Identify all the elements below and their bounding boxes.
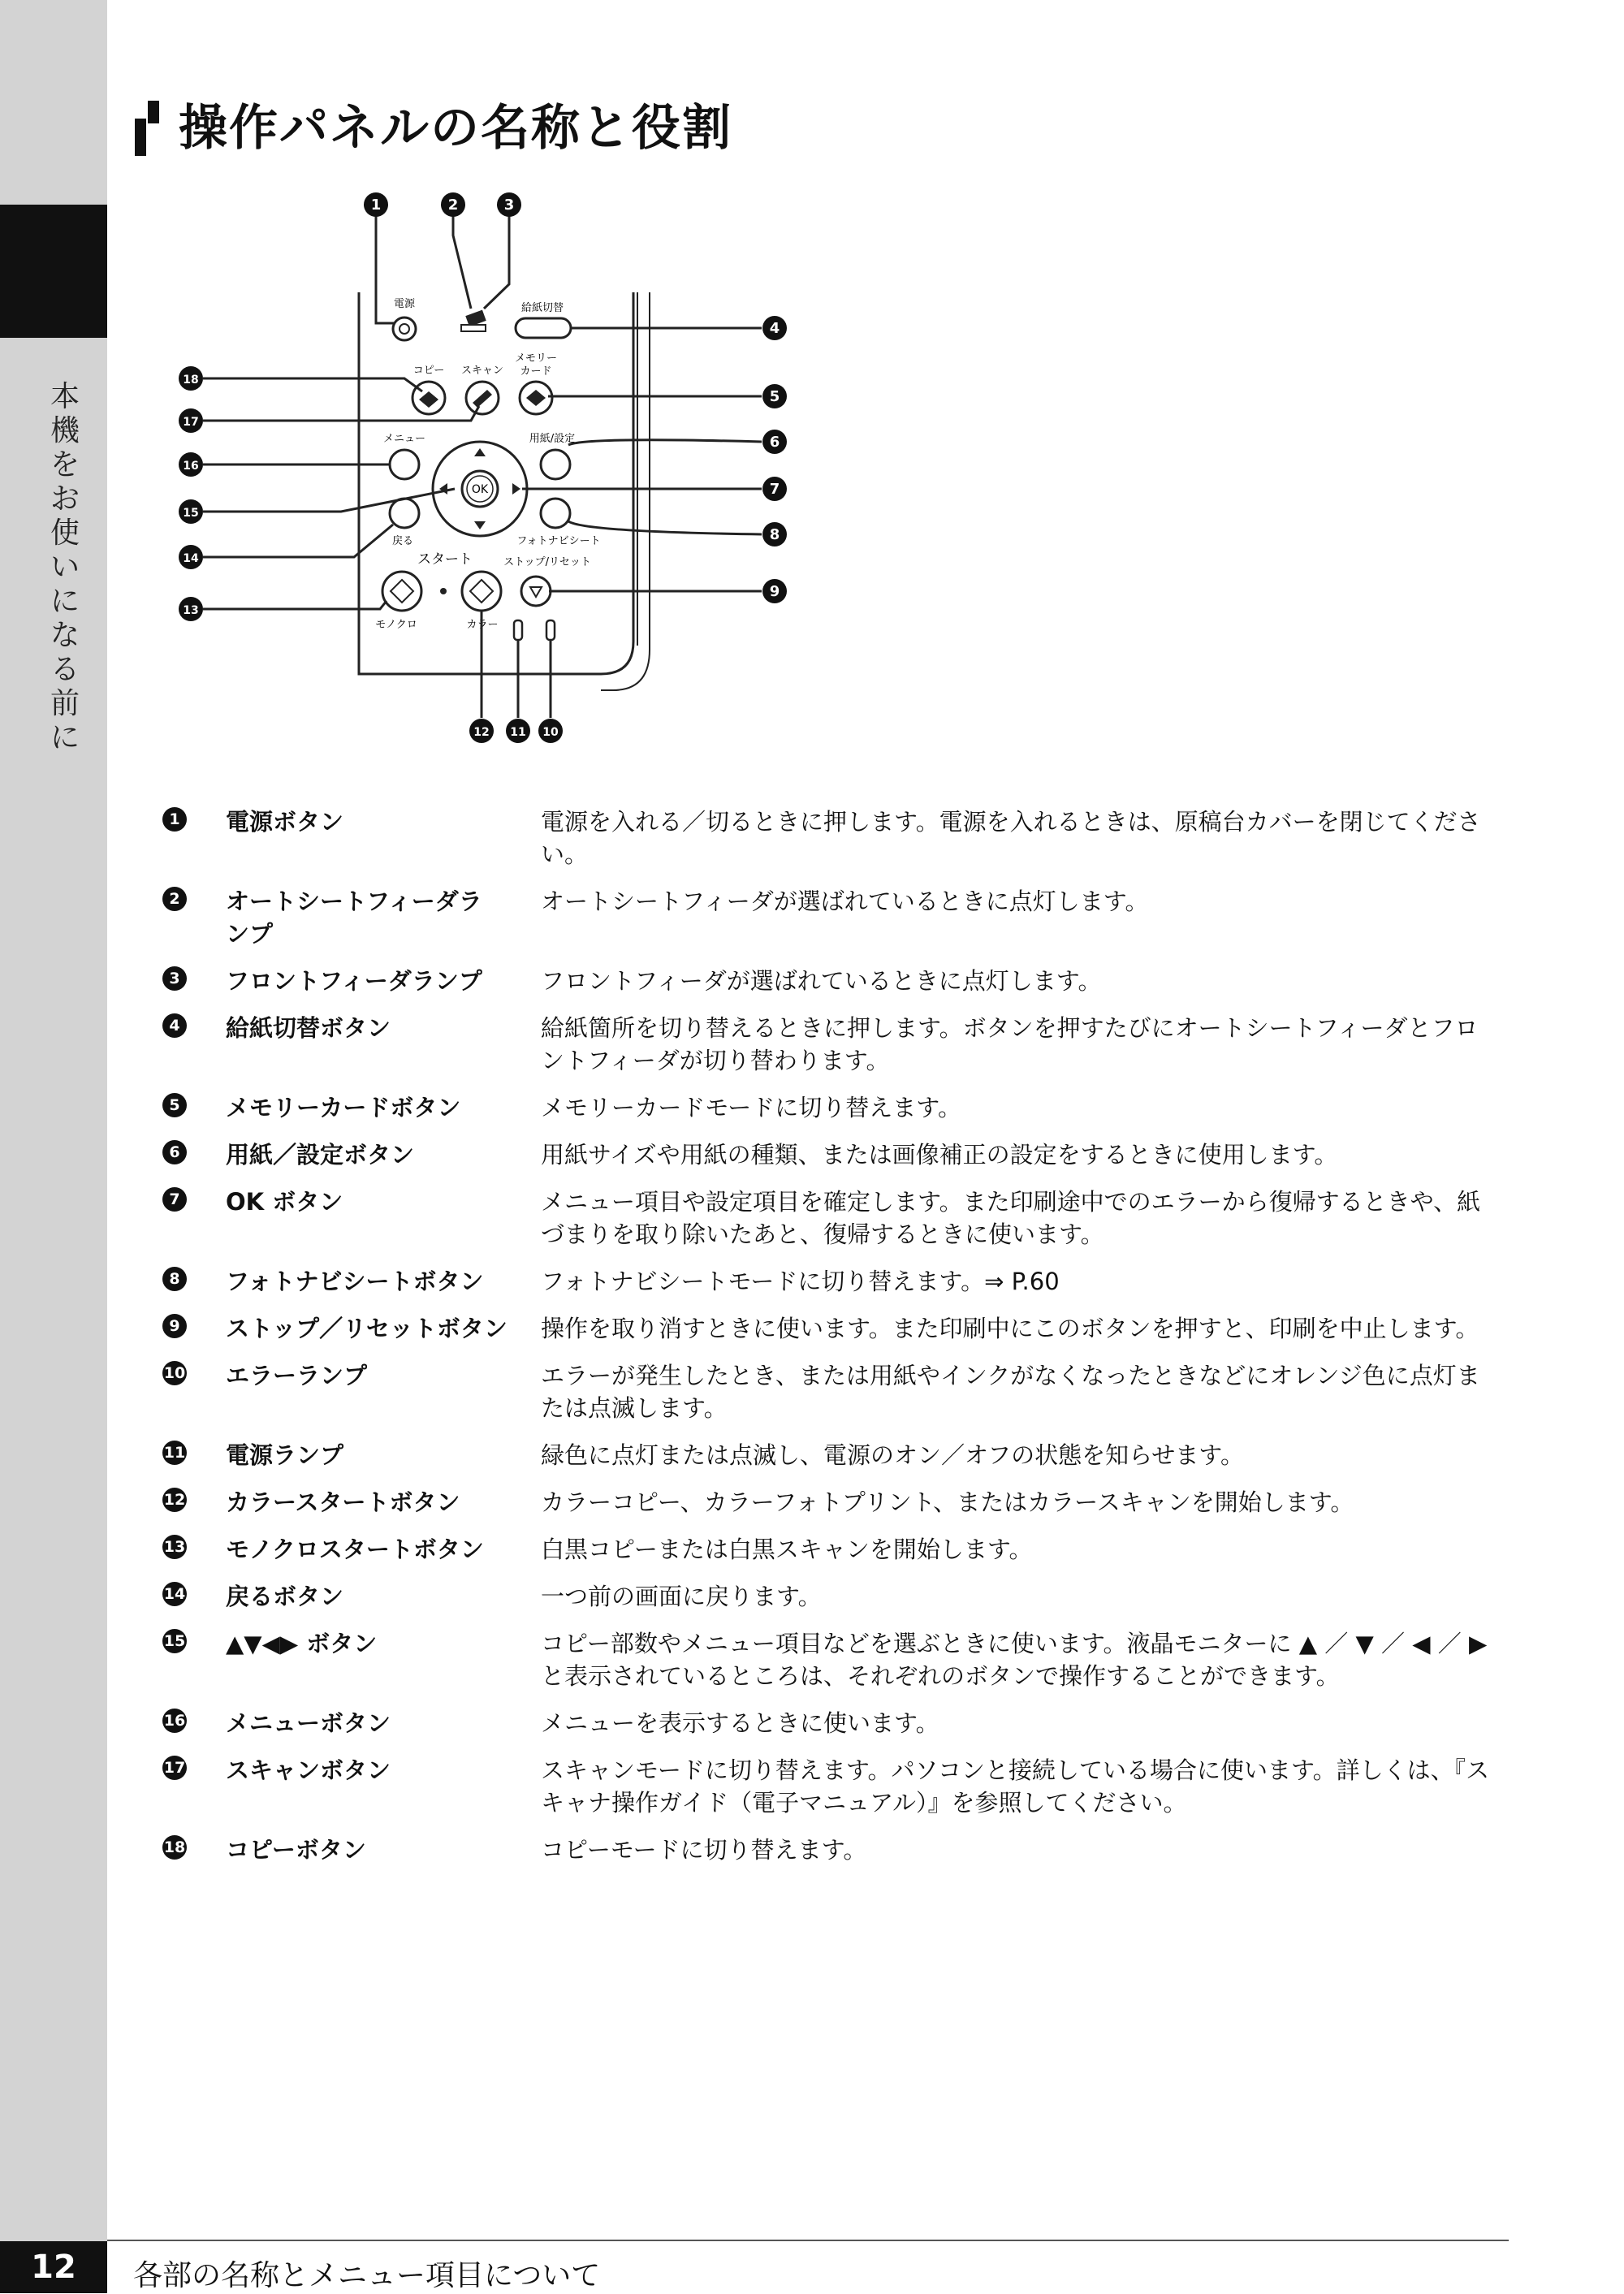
item-term: 電源ランプ — [226, 1441, 344, 1469]
power-button[interactable] — [393, 318, 416, 340]
item-number: 11 — [162, 1441, 187, 1465]
item-number: 2 — [162, 887, 187, 911]
item-term: 電源ボタン — [226, 808, 344, 836]
sidebar-section-label — [41, 380, 89, 755]
list-item — [162, 1486, 1494, 1519]
item-description: メモリーカードモードに切り替えます。 — [541, 1094, 961, 1121]
item-term: フォトナビシートボタン — [226, 1268, 484, 1295]
sidebar-char: 前 — [50, 687, 80, 720]
parts-description-list — [162, 806, 1494, 1881]
item-term: オートシートフィーダランプ — [226, 888, 482, 948]
start-separator-dot — [440, 588, 447, 594]
list-item — [162, 1439, 1494, 1471]
list-item — [162, 1091, 1494, 1124]
item-term: 用紙／設定ボタン — [226, 1141, 415, 1169]
item-description: フロントフィーダが選ばれているときに点灯します。 — [541, 967, 1102, 995]
item-term: メニューボタン — [226, 1709, 391, 1737]
item-term: コピーボタン — [226, 1836, 366, 1864]
title-marker — [135, 119, 146, 156]
list-item — [162, 1265, 1494, 1298]
photo-navi-label: フォトナビシート — [516, 535, 601, 547]
item-number: 14 — [162, 1582, 187, 1606]
sidebar — [0, 0, 107, 2293]
mono-start-button[interactable] — [382, 572, 421, 611]
list-item — [162, 965, 1494, 997]
item-number: 5 — [162, 1093, 187, 1117]
start-label: スタート — [417, 551, 473, 568]
callout-10: 10 — [542, 726, 559, 739]
item-description: 給紙箇所を切り替えるときに押します。ボタンを押すたびにオートシートフィーダとフロントフィーダが切り替わります。 — [541, 1014, 1479, 1074]
color-start-button[interactable] — [462, 572, 501, 611]
item-number: 16 — [162, 1709, 187, 1733]
menu-button[interactable] — [390, 450, 419, 479]
callout-2: 2 — [447, 197, 459, 214]
scan-label: スキャン — [460, 365, 504, 377]
sidebar-char: に — [50, 721, 80, 754]
memory-card-label-1: メモリー — [514, 352, 558, 365]
sidebar-char: る — [50, 653, 80, 686]
item-number: 6 — [162, 1140, 187, 1164]
item-term: モノクロスタートボタン — [226, 1536, 484, 1563]
callout-12: 12 — [473, 726, 490, 739]
paper-switch-label: 給紙切替 — [520, 302, 564, 314]
item-number: 1 — [162, 807, 187, 832]
callout-7: 7 — [769, 481, 780, 498]
footer-section-title: 各部の名称とメニュー項目について — [133, 2259, 601, 2292]
item-term: ▲▼◀▶ ボタン — [226, 1630, 378, 1657]
callout-3: 3 — [503, 197, 515, 214]
callout-14: 14 — [183, 552, 199, 565]
footer-divider — [107, 2240, 1509, 2241]
callout-11: 11 — [510, 726, 526, 739]
item-description: メニューを表示するときに使います。 — [541, 1709, 939, 1737]
callout-1: 1 — [370, 197, 382, 214]
item-number: 13 — [162, 1535, 187, 1559]
list-item — [162, 1186, 1494, 1251]
item-description: フォトナビシートモードに切り替えます。⇒ P.60 — [541, 1268, 1060, 1295]
power-lamp — [514, 620, 522, 640]
memory-card-label-2: カード — [520, 365, 552, 378]
item-term: 給紙切替ボタン — [226, 1014, 391, 1042]
item-description: 一つ前の画面に戻ります。 — [541, 1583, 822, 1610]
stop-reset-button[interactable] — [521, 577, 551, 606]
item-number: 17 — [162, 1756, 187, 1780]
sidebar-char: 機 — [50, 414, 80, 447]
list-item — [162, 1312, 1494, 1345]
sidebar-char: お — [50, 482, 80, 516]
callout-8: 8 — [769, 526, 780, 543]
item-description: カラーコピー、カラーフォトプリント、またはカラースキャンを開始します。 — [541, 1488, 1354, 1516]
operation-panel-diagram — [146, 187, 844, 755]
item-term: カラースタートボタン — [226, 1488, 460, 1516]
list-item — [162, 1834, 1494, 1866]
list-item — [162, 1138, 1494, 1171]
item-description: コピー部数やメニュー項目などを選ぶときに使います。液晶モニターに ▲ ／ ▼ ／ ◀ ／ ▶ と表示されているところは、それぞれのボタンで操作することができます。 — [541, 1630, 1488, 1690]
item-number: 4 — [162, 1013, 187, 1038]
power-label: 電源 — [393, 298, 416, 310]
back-label: 戻る — [391, 535, 414, 547]
item-description: オートシートフィーダが選ばれているときに点灯します。 — [541, 888, 1149, 915]
item-term: ストップ／リセットボタン — [226, 1315, 508, 1342]
list-item — [162, 1627, 1494, 1692]
error-lamp — [546, 620, 555, 640]
callout-16: 16 — [183, 460, 199, 473]
item-description: 緑色に点灯または点滅し、電源のオン／オフの状態を知らせます。 — [541, 1441, 1244, 1469]
sidebar-char: に — [50, 585, 80, 618]
callout-9: 9 — [769, 583, 780, 600]
item-number: 7 — [162, 1187, 187, 1212]
list-item — [162, 1533, 1494, 1566]
callout-5: 5 — [769, 388, 780, 405]
sidebar-char: 使 — [50, 516, 80, 550]
item-number: 12 — [162, 1488, 187, 1512]
item-number: 3 — [162, 966, 187, 991]
item-term: スキャンボタン — [226, 1756, 391, 1784]
callout-4: 4 — [769, 320, 780, 337]
page-title: 操作パネルの名称と役割 — [179, 100, 732, 157]
item-term: フロントフィーダランプ — [226, 967, 482, 995]
paper-setting-button[interactable] — [541, 450, 570, 479]
paper-switch-button[interactable] — [516, 318, 571, 338]
item-description: メニュー項目や設定項目を確定します。また印刷途中でのエラーから復帰するときや、紙づまりを取り除いたあと、復帰するときに使います。 — [541, 1188, 1481, 1248]
menu-label: メニュー — [382, 433, 426, 445]
item-description: 操作を取り消すときに使います。また印刷中にこのボタンを押すと、印刷を中止します。 — [541, 1315, 1479, 1342]
title-marker-accent — [148, 101, 159, 123]
list-item — [162, 885, 1494, 950]
mono-label: モノクロ — [375, 619, 417, 631]
callout-6: 6 — [769, 434, 780, 451]
item-description: コピーモードに切り替えます。 — [541, 1836, 867, 1864]
sidebar-char: を — [50, 448, 80, 482]
callout-18: 18 — [183, 374, 199, 387]
list-item — [162, 806, 1494, 871]
item-description: エラーが発生したとき、または用紙やインクがなくなったときなどにオレンジ色に点灯または点滅します。 — [541, 1362, 1480, 1422]
item-term: メモリーカードボタン — [226, 1094, 461, 1121]
list-item — [162, 1580, 1494, 1613]
sidebar-char: い — [50, 551, 80, 584]
item-description: 白黒コピーまたは白黒スキャンを開始します。 — [541, 1536, 1033, 1563]
item-description: 電源を入れる／切るときに押します。電源を入れるときは、原稿台カバーを閉じてください。 — [541, 808, 1481, 868]
callout-15: 15 — [183, 507, 199, 520]
back-button[interactable] — [390, 499, 419, 528]
list-item — [162, 1707, 1494, 1739]
feeder-lamp-icon — [461, 310, 486, 331]
list-item — [162, 1359, 1494, 1424]
list-item — [162, 1012, 1494, 1077]
copy-label: コピー — [412, 365, 445, 377]
paper-setting-label: 用紙/設定 — [529, 433, 576, 445]
item-number: 18 — [162, 1835, 187, 1860]
list-item — [162, 1754, 1494, 1819]
sidebar-active-tab — [0, 205, 107, 338]
item-number: 8 — [162, 1267, 187, 1291]
color-label: カラー — [466, 619, 499, 631]
item-description: 用紙サイズや用紙の種類、または画像補正の設定をするときに使用します。 — [541, 1141, 1338, 1169]
item-number: 15 — [162, 1629, 187, 1653]
item-term: OK ボタン — [226, 1188, 343, 1216]
stop-reset-label: ストップ/リセット — [503, 556, 591, 568]
sidebar-char: 本 — [50, 380, 80, 413]
sidebar-char: な — [50, 619, 80, 652]
photo-navi-button[interactable] — [541, 499, 570, 528]
item-term: エラーランプ — [226, 1362, 368, 1389]
item-number: 9 — [162, 1314, 187, 1338]
page-number: 12 — [0, 2241, 107, 2293]
item-description: スキャンモードに切り替えます。パソコンと接続している場合に使います。詳しくは、『スキャナ操作ガイド（電子マニュアル）』を参照してください。 — [541, 1756, 1490, 1817]
ok-label: OK — [471, 483, 489, 496]
item-term: 戻るボタン — [226, 1583, 344, 1610]
callout-13: 13 — [183, 604, 199, 617]
item-number: 10 — [162, 1361, 187, 1385]
callout-17: 17 — [183, 416, 199, 429]
